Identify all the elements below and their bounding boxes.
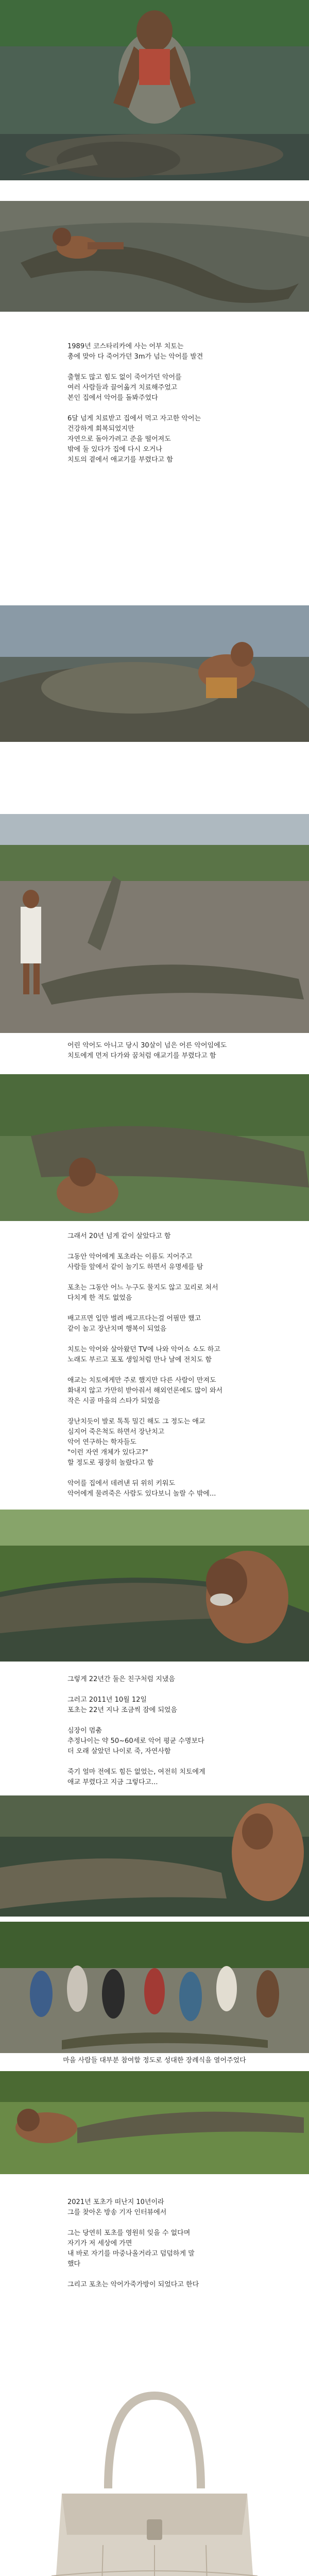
story-line: 출혈도 많고 힘도 없이 죽어가던 악어를 [67, 374, 182, 381]
story-line: 노래도 부르고 포포 생일처럼 만나 날에 전치도 함 [67, 1356, 212, 1364]
story-line: 자기가 저 세상에 가면 [67, 2240, 132, 2247]
story-line [67, 1334, 253, 1345]
story-line [67, 1242, 253, 1252]
story-line: 그러고 2011년 10월 12일 [67, 1696, 147, 1704]
story-line: 사람들 앞에서 같이 놀기도 하면서 유명세를 탐 [67, 1263, 203, 1271]
story-line: 추정나이는 약 50~60세로 악어 평균 수명보다 [67, 1737, 204, 1745]
story-intro [67, 342, 253, 465]
story-twenty-years [67, 1231, 253, 1499]
story-line [67, 1716, 253, 1726]
story-line: 포초는 그동안 어느 누구도 물지도 않고 꼬리로 쳐서 [67, 1284, 218, 1292]
story-line: 치토의 곁에서 애교기를 부렸다고 함 [67, 456, 173, 464]
story-line: 애교는 치토에게만 주로 했지만 다른 사람이 만져도 [67, 1377, 216, 1384]
story-line: 죽기 얼마 전에도 힘든 없었는, 여전히 치토에게 [67, 1768, 205, 1776]
story-line: 장난치듯이 발로 톡톡 밀긴 해도 그 정도는 애교 [67, 1418, 205, 1426]
story-line: 다치게 한 적도 없었음 [67, 1294, 132, 1302]
story-line: 자연으로 돌아가려고 준을 떨어져도 [67, 435, 171, 443]
story-line: 포초는 22년 지나 조금씩 잠에 되었음 [67, 1706, 178, 1714]
story-line: 그를 찾아온 방송 기자 인터뷰에서 [67, 2209, 167, 2216]
story-line [67, 1365, 253, 1376]
story-line [67, 1685, 253, 1695]
story-line: 내 바로 자기를 마중나올거라고 덤덤하게 말 [67, 2250, 195, 2258]
story-line: 심지어 죽은척도 하면서 장난치고 [67, 1428, 165, 1436]
story-line: 그래서 20년 넘게 같이 살았다고 함 [67, 1232, 171, 1240]
story-twenty-two-years [67, 1674, 253, 1788]
story-line [67, 2269, 253, 2280]
story-line: 본인 집에서 악어를 돌봐주었다 [67, 394, 158, 402]
story-line: 그동안 악어에게 포초라는 이름도 지어주고 [67, 1253, 193, 1261]
photo-man-standing-by-crocodile [0, 814, 309, 1033]
story-line: 더 오래 살았던 나이로 죽, 자연사함 [67, 1748, 171, 1755]
story-line [67, 403, 253, 414]
photo-crocodile-handbag [0, 2318, 309, 2576]
story-line: 화내지 않고 가만히 받아줘서 해외언론에도 많이 와서 [67, 1387, 223, 1395]
story-line: 총에 맞아 다 죽어가던 3m가 넘는 악어를 발견 [67, 353, 203, 361]
story-adult-crocodile [67, 1041, 253, 1061]
story-line [67, 1468, 253, 1479]
story-line: 같이 놀고 장난치며 행복이 되었음 [67, 1325, 167, 1333]
funeral-caption-text: 마을 사람들 대부분 참여할 정도로 성대한 장례식을 열어주었다 [63, 2057, 246, 2064]
story-line: 애교 부렸다고 지금 그렇다고... [67, 1778, 158, 1786]
story-line: 건강하게 회복되었지만 [67, 425, 134, 433]
story-line [67, 1406, 253, 1417]
story-line: 어린 악어도 아니고 당시 30살이 넘은 어른 악어임에도 [67, 1042, 227, 1049]
photo-funeral-crowd [0, 1922, 309, 2053]
story-line: "이런 자연 개체가 있다고?" [67, 1449, 148, 1456]
story-line: 그렇게 22년간 둘은 친구처럼 지냈음 [67, 1675, 175, 1683]
story-line: 심장이 멈춤 [67, 1727, 102, 1735]
story-line: 할 정도로 굉장히 놀랐다고 함 [67, 1459, 154, 1467]
story-line [67, 2218, 253, 2228]
photo-man-swimming-with-crocodile [0, 201, 309, 312]
photo-man-kissing-crocodile [0, 1510, 309, 1662]
story-line [67, 362, 253, 372]
story-line: 6달 넘게 치료받고 집에서 먹고 자고한 악어는 [67, 415, 201, 422]
story-line: 그는 당연히 포초를 영원히 잊을 수 없다며 [67, 2229, 191, 2237]
photo-man-head-on-crocodile [0, 1074, 309, 1221]
story-line: 밖에 둘 있다가 집에 다시 오거나 [67, 446, 162, 453]
story-line: 했다 [67, 2260, 81, 2268]
story-line: 악어 연구하는 학자들도 [67, 1438, 136, 1446]
story-line: 악어에게 물려죽은 사람도 있다보니 놀랄 수 밖에... [67, 1490, 216, 1498]
story-line [67, 1273, 253, 1283]
story-line: 작은 시골 마을의 스타가 되었음 [67, 1397, 160, 1405]
story-line: 치토에게 먼저 다가와 꿈처럼 애교기를 부렸다고 함 [67, 1052, 216, 1060]
story-interview [67, 2197, 253, 2290]
funeral-caption [0, 2056, 309, 2066]
photo-man-lying-by-crocodile [0, 2071, 309, 2174]
photo-man-hugging-crocodile [0, 605, 309, 742]
story-line: 그리고 포초는 악어가죽가방이 되었다고 한다 [67, 2281, 199, 2289]
story-line: 2021년 포초가 떠난지 10년이라 [67, 2198, 164, 2206]
story-line: 여러 사람들과 끌어옮겨 치료해주었고 [67, 384, 178, 392]
story-line: 배고프면 입만 벌려 배고프다는걸 어필만 했고 [67, 1315, 201, 1323]
photo-crocodile-with-man [0, 1795, 309, 1917]
story-line: 악어를 집에서 데려낸 뒤 위히 키워도 [67, 1480, 176, 1487]
story-line [67, 1757, 253, 1767]
photo-man-on-crocodile [0, 0, 309, 180]
story-line: 1989년 코스타리카에 사는 어부 치토는 [67, 343, 184, 350]
story-line: 치토는 악어와 살아왔던 TV에 나와 악어쇼 쇼도 하고 [67, 1346, 220, 1353]
story-line [67, 1303, 253, 1314]
